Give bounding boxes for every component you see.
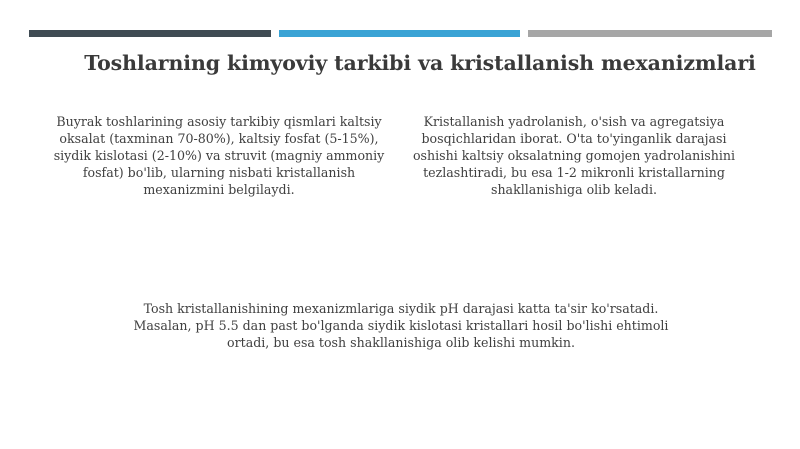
accent-bar-gray (528, 30, 772, 37)
accent-bar-blue (279, 30, 520, 37)
slide-title: Toshlarning kimyoviy tarkibi va kristallanish mexanizmlari (84, 51, 756, 75)
paragraph-crystallization: Kristallanish yadrolanish, o'sish va agregatsiya bosqichlaridan iborat. O'ta to'yinganlik darajasi oshishi kaltsiy oksalatning gomojen yadrolanishini tezlashtiradi, bu esa 1-2 mikronli kristallarning shakllanishiga olib keladi. (412, 114, 736, 197)
paragraph-composition: Buyrak toshlarining asosiy tarkibiy qismlari kaltsiy oksalat (taxminan 70-80%), kaltsiy fosfat (5-15%), siydik kislotasi (2-10%) va struvit (magniy ammoniy fosfat) bo'lib, ularning nisbati kristallanish mexanizmini belgilaydi. (53, 114, 385, 197)
paragraph-ph-influence: Tosh kristallanishining mexanizmlariga siydik pH darajasi katta ta'sir ko'rsatadi. Masalan, pH 5.5 dan past bo'lganda siydik kislotasi kristallari hosil bo'lishi ehtimoli ortadi, bu esa tosh shakllanishiga olib kelishi mumkin. (133, 301, 669, 350)
accent-bar-dark (29, 30, 271, 37)
